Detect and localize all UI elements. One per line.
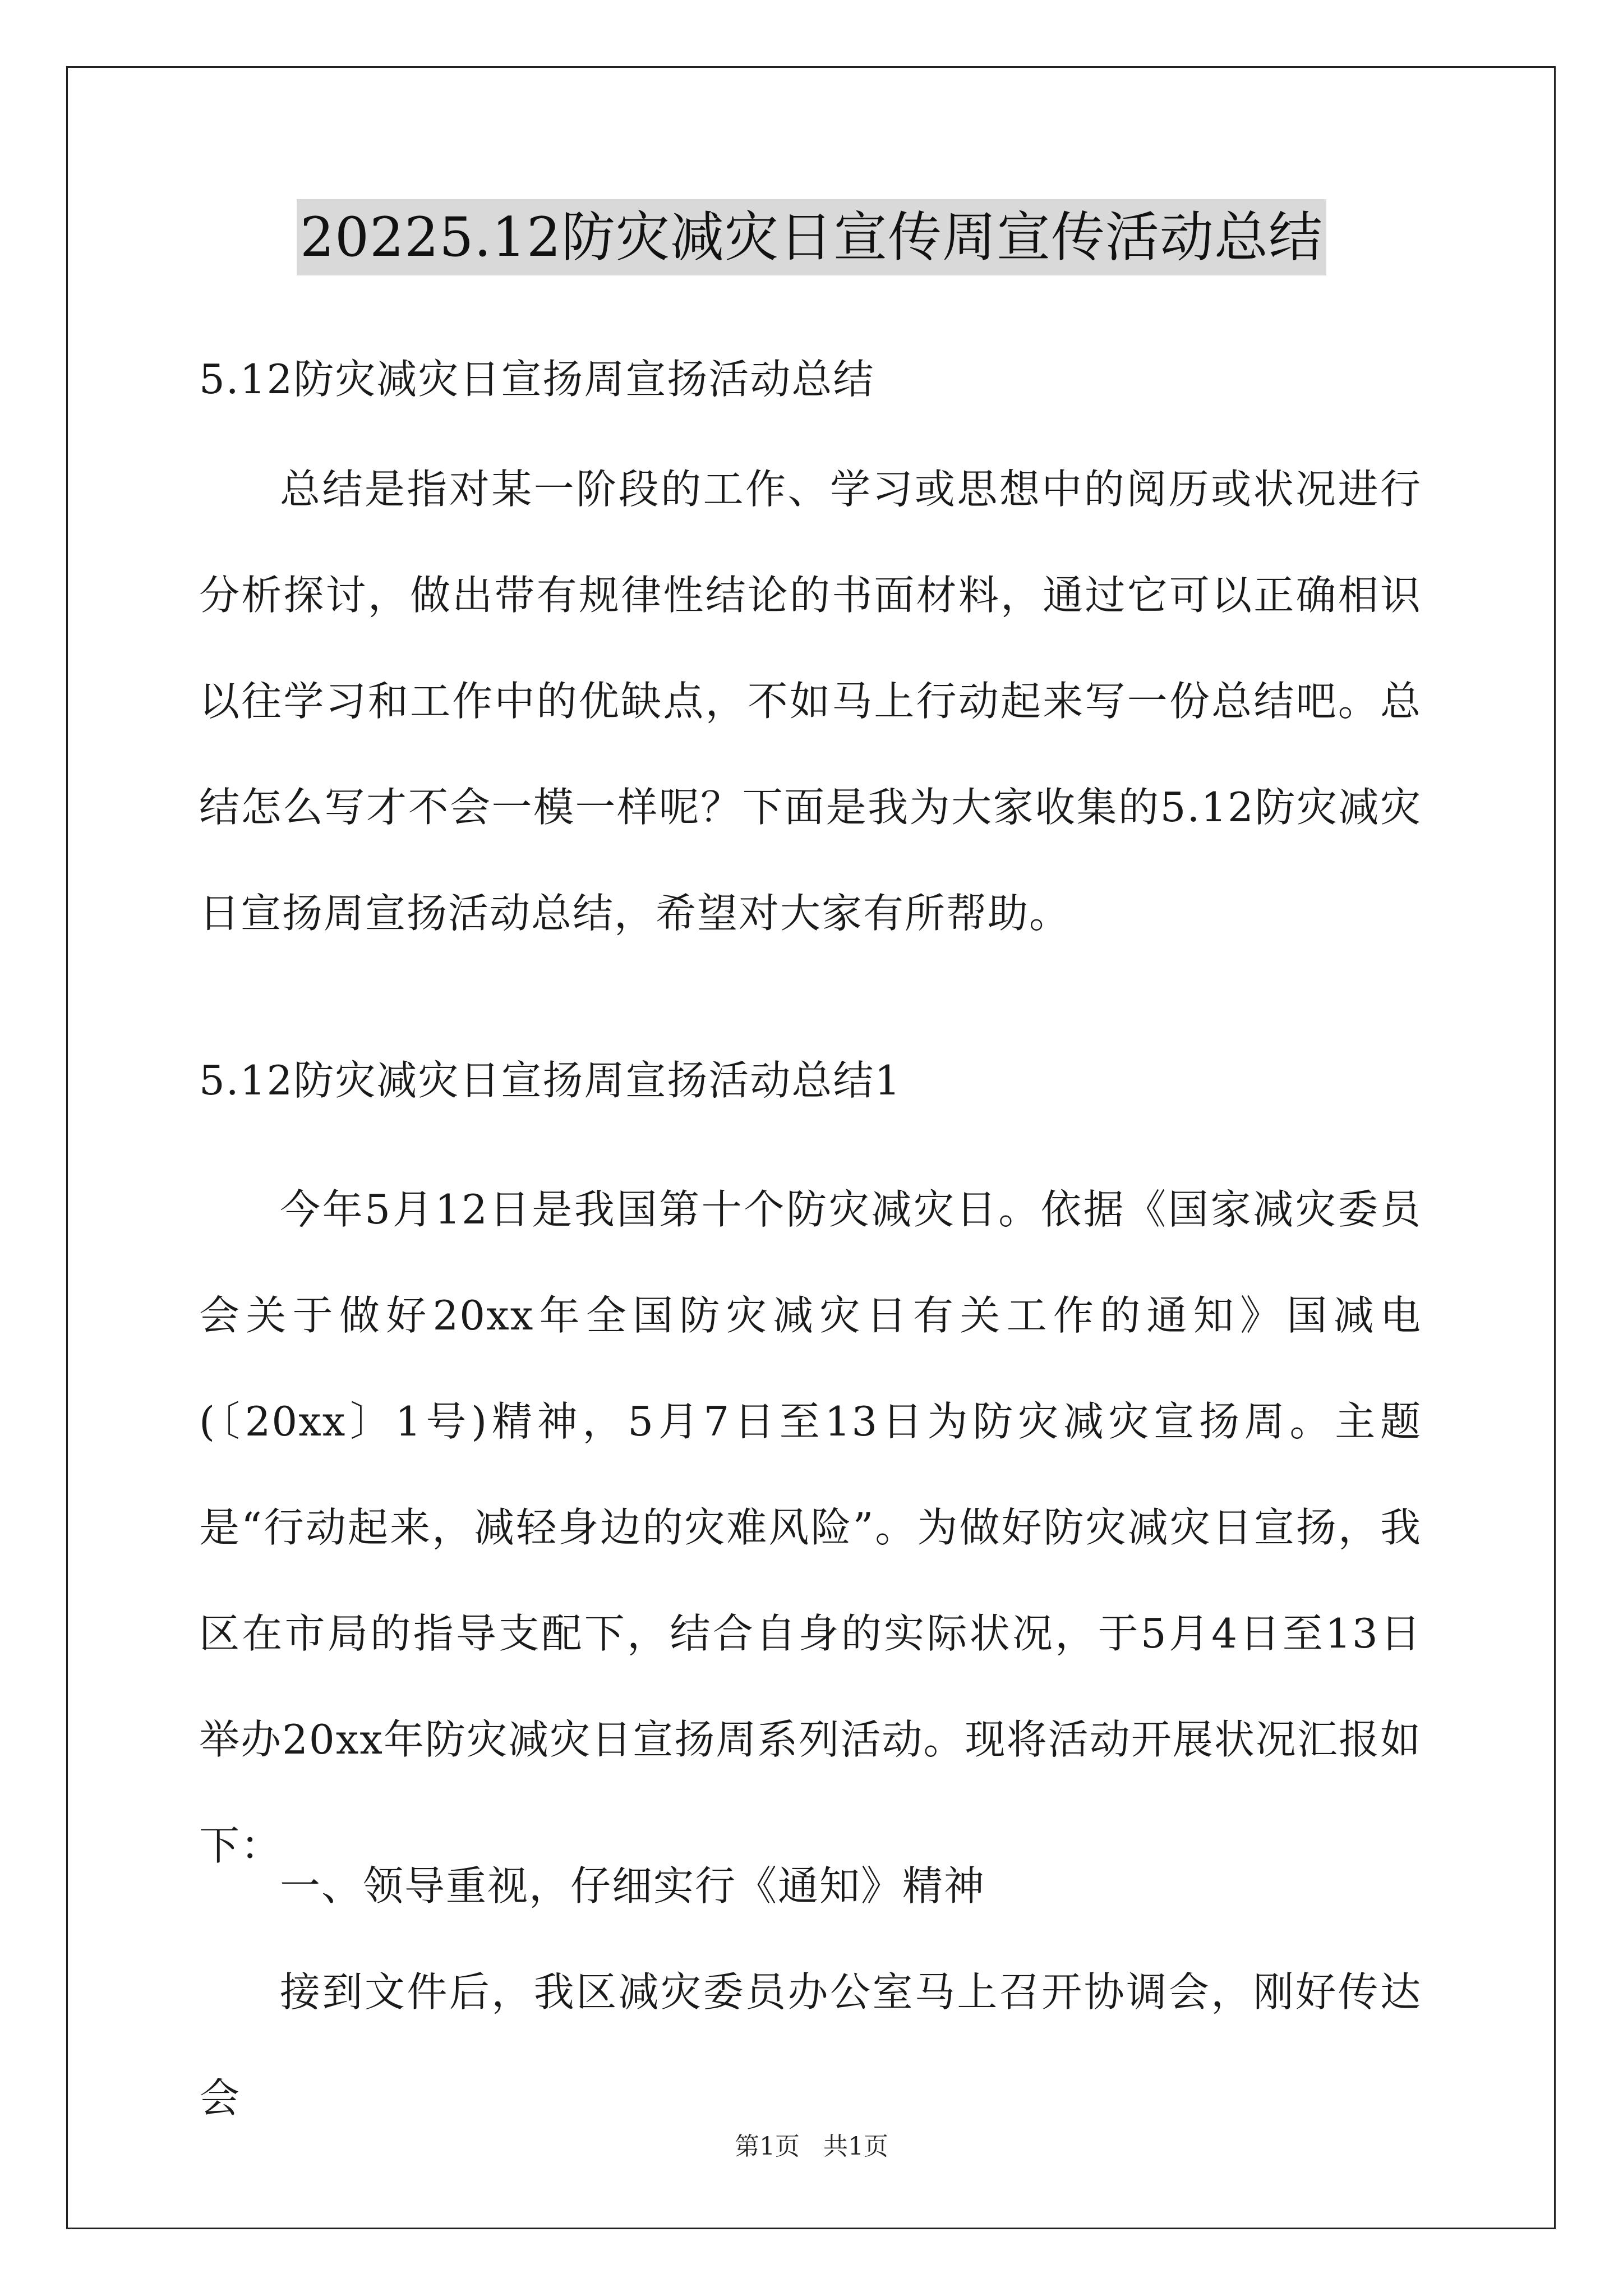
- intro-text: 总结是指对某一阶段的工作、学习或思想中的阅历或状况进行分析探讨，做出带有规律性结论的书面材料，通过它可以正确相识以往学习和工作中的优缺点，不如马上行动起来写一份总结吧。总结怎么写才不会一模一样呢？下面是我为大家收集的5.12防灾减灾日宣扬周宣扬活动总结，希望对大家有所帮助。: [199, 466, 1422, 937]
- section-paragraph: [199, 1157, 1422, 1899]
- intro-paragraph: [199, 436, 1422, 967]
- point-heading: 一、领导重视，仔细实行《通知》精神: [280, 1862, 986, 1910]
- point-heading-block: [199, 1833, 1422, 1939]
- document-title: 20225.12防灾减灾日宣传周宣传活动总结: [297, 199, 1326, 275]
- point-paragraph: [199, 1939, 1422, 2151]
- title-container: [0, 199, 1623, 275]
- section-heading: 5.12防灾减灾日宣扬周宣扬活动总结1: [199, 1057, 902, 1104]
- page-footer: 第1页 共1页: [735, 2132, 888, 2161]
- section-text: 今年5月12日是我国第十个防灾减灾日。依据《国家减灾委员会关于做好20xx年全国防灾减灾日有关工作的通知》国减电(〔20xx〕1号)精神，5月7日至13日为防灾减灾宣扬周。主题是“行动起来，减轻身边的灾难风险”。为做好防灾减灾日宣扬，我区在市局的指导支配下，结合自身的实际状况，于5月4日至13日举办20xx年防灾减灾日宣扬周系列活动。现将活动开展状况汇报如下：: [199, 1186, 1422, 1869]
- point-text: 接到文件后，我区减灾委员办公室马上召开协调会，刚好传达会: [199, 1968, 1422, 2122]
- subtitle: 5.12防灾减灾日宣扬周宣扬活动总结: [199, 356, 875, 403]
